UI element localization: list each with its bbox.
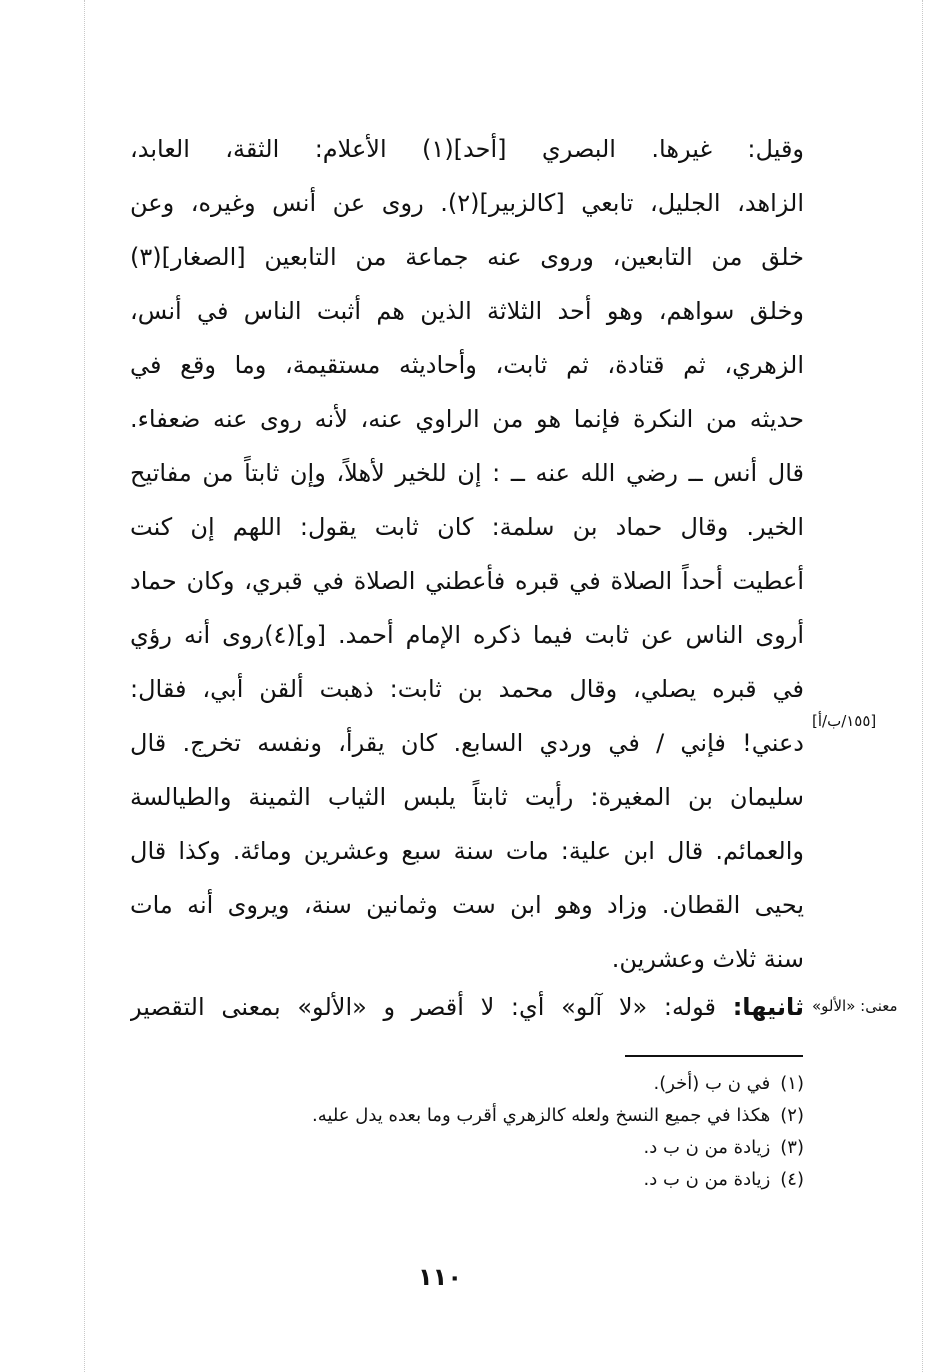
footnote-text: في ن ب (أخر). — [653, 1073, 771, 1094]
topic-marginal-note: معنى: «الألو» — [812, 997, 898, 1015]
text-line: خلق من التابعين، وروى عنه جماعة من التابعين [الصغار](٣) — [130, 243, 804, 271]
section-heading-text: قوله: «لا آلو» أي: لا أقصر و «الألو» بمعنى التقصير — [130, 993, 717, 1021]
text-line: الزاهد، الجليل، تابعي [كالزبير](٢). روى عن أنس وغيره، وعن — [130, 189, 804, 217]
scan-edge-left — [84, 0, 86, 1372]
section-heading-lead: ثانيها: — [732, 993, 804, 1021]
footnote-separator — [625, 1055, 803, 1057]
text-line: سنة ثلاث وعشرين. — [611, 945, 804, 973]
footnote — [200, 1100, 804, 1132]
footnotes — [200, 1068, 804, 1196]
text-line: أعطيت أحداً الصلاة في قبره فأعطني الصلاة في قبري، وكان حماد — [130, 567, 804, 595]
text-line: سليمان بن المغيرة: رأيت ثابتاً يلبس الثياب الثمينة والطيالسة — [130, 783, 804, 811]
text-line: الزهري، ثم قتادة، ثم ثابت، وأحاديثه مستقيمة، وما وقع في — [130, 351, 804, 379]
text-line: في قبره يصلي، وقال محمد بن ثابت: ذهبت ألقن أبي، فقال: — [130, 675, 804, 703]
scan-edge-right — [922, 0, 924, 1372]
footnote-number: (١) — [780, 1073, 804, 1094]
text-line: حديثه من النكرة فإنما هو من الراوي عنه، لأنه روى عنه ضعفاء. — [130, 405, 804, 433]
footnote-text: زيادة من ن ب د. — [643, 1169, 771, 1190]
footnote-number: (٢) — [780, 1105, 804, 1126]
text-line: دعني! فإني / في وردي السابع. كان يقرأ، ونفسه تخرج. قال — [130, 729, 804, 757]
footnote — [200, 1132, 804, 1164]
footnote-text: هكذا في جميع النسخ ولعله كالزهري أقرب وما بعده يدل عليه. — [312, 1105, 771, 1126]
text-line: والعمائم. قال ابن علية: مات سنة سبع وعشرين ومائة. وكذا قال — [130, 837, 804, 865]
section-heading-line — [130, 980, 804, 1034]
page-number: ١١٠ — [418, 1263, 462, 1291]
folio-marker: [١٥٥/ب/أ] — [812, 712, 877, 730]
footnote — [200, 1164, 804, 1196]
text-line: وقيل: غيرها. البصري [أحد](١) الأعلام: الثقة، العابد، — [130, 135, 804, 163]
footnote — [200, 1068, 804, 1100]
footnote-number: (٤) — [780, 1169, 804, 1190]
text-line: وخلق سواهم، وهو أحد الثلاثة الذين هم أثبت الناس في أنس، — [130, 297, 804, 325]
text-line: قال أنس ــ رضي الله عنه ــ : إن للخير لأهلاً، وإن ثابتاً من مفاتيح — [130, 459, 804, 487]
text-line: يحيى القطان. وزاد وهو ابن ست وثمانين سنة، ويروى أنه مات — [130, 891, 804, 919]
footnote-text: زيادة من ن ب د. — [643, 1137, 771, 1158]
footnote-number: (٣) — [780, 1137, 804, 1158]
text-line: الخير. وقال حماد بن سلمة: كان ثابت يقول: اللهم إن كنت — [130, 513, 804, 541]
main-text-block — [130, 122, 804, 986]
text-line: أروى الناس عن ثابت فيما ذكره الإمام أحمد. [و](٤)روى أنه رؤي — [130, 621, 804, 649]
